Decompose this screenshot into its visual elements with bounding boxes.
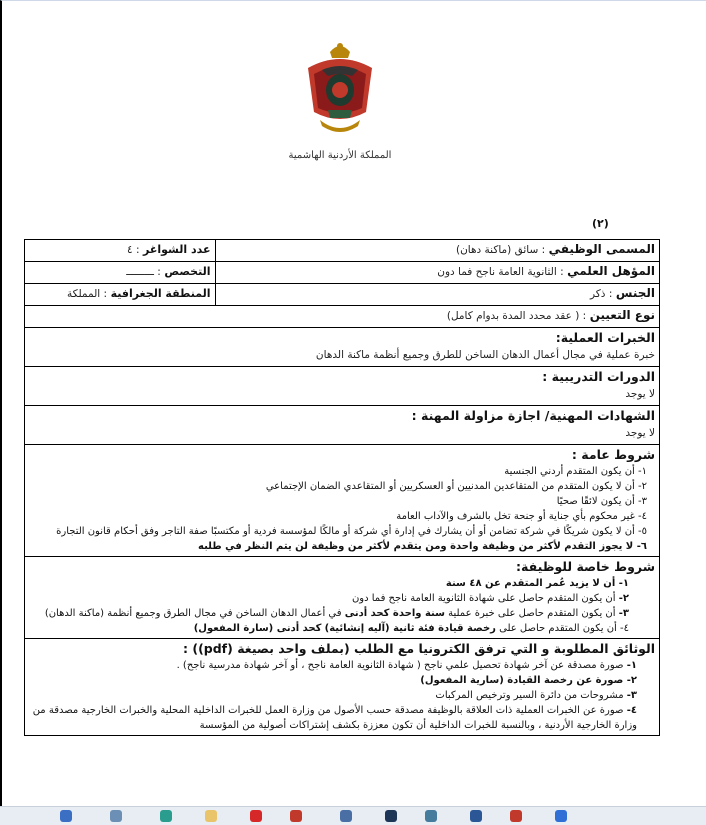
list-item [29, 688, 645, 703]
item-number: ٢- [626, 675, 637, 686]
list-item [29, 703, 645, 733]
row-documents [25, 639, 660, 736]
item-number: ١- [618, 578, 629, 589]
list-item [29, 591, 637, 606]
row-general-conditions [25, 445, 660, 557]
documents-title: الوثائق المطلوبة و التي ترفق الكترونيا مع الطلب (بملف واحد بصيغة (pdf)) : [183, 641, 655, 656]
job-description-table [24, 239, 660, 736]
general-conditions-list [29, 464, 655, 554]
item-text: مشروحات من دائرة السير وترخيص المركبات [435, 690, 624, 701]
app-icon[interactable] [60, 810, 72, 822]
job-title-value: : سائق (ماكنة دهان) [455, 244, 546, 256]
app-icon[interactable] [385, 810, 397, 822]
item-text: في أعمال الدهان الساخن في مجال الطرق وجميع أنظمة (ماكنة الدهان) [44, 608, 342, 619]
app-icon[interactable] [340, 810, 352, 822]
special-conditions-title: شروط خاصة للوظيفة: [516, 559, 655, 574]
list-item [29, 606, 637, 621]
app-icon[interactable] [425, 810, 437, 822]
qualification-value: : الثانوية العامة ناجح فما دون [437, 266, 564, 278]
experience-cell [25, 328, 660, 367]
experience-title: الخبرات العملية: [555, 330, 655, 345]
item-number: ٤- [626, 705, 637, 716]
taskbar [0, 806, 706, 825]
vacancies-cell [25, 240, 216, 262]
vacancies-label: عدد الشواغر [143, 243, 211, 256]
app-icon[interactable] [160, 810, 172, 822]
job-title-cell [215, 240, 660, 262]
qualification-cell [215, 262, 660, 284]
item-text: أن يكون المتقدم حاصل على خبرة عملية [448, 608, 616, 619]
certificates-text: لا يوجد [625, 427, 655, 439]
documents-cell [25, 639, 660, 736]
list-item [29, 576, 637, 591]
vacancies-value: : ٤ [127, 244, 140, 256]
training-cell [25, 367, 660, 406]
emblem-caption: المملكة الأردنية الهاشمية [288, 150, 392, 161]
pdf-icon[interactable] [510, 810, 522, 822]
row-special-conditions [25, 557, 660, 639]
experience-text: خبرة عملية في مجال أعمال الدهان الساخن للطرق وجميع أنظمة ماكنة الدهان [315, 349, 655, 361]
training-text: لا يوجد [625, 388, 655, 400]
list-item [29, 673, 645, 688]
row-experience [25, 328, 660, 367]
app-icon[interactable] [250, 810, 262, 822]
word-icon[interactable] [470, 810, 482, 822]
gender-cell [215, 284, 660, 306]
appointment-label: نوع التعيين [589, 308, 655, 322]
row-qualification [25, 262, 660, 284]
gender-value: : ذكر [590, 288, 613, 300]
appointment-cell [25, 306, 660, 328]
item-text: صورة عن رخصة القيادة (سارية المفعول) [420, 675, 624, 686]
item-number: ٢- [618, 593, 629, 604]
list-item: ٢- أن لا يكون المتقدم من المتقاعدين المدنيين أو العسكريين أو المتقاعدي الضمان الإجتماعي [265, 481, 647, 492]
region-value: : المملكة [67, 288, 108, 300]
row-training [25, 367, 660, 406]
item-text: أن يكون المتقدم حاصل على [499, 623, 617, 634]
list-item: ١- أن يكون المتقدم أردني الجنسية [504, 466, 647, 477]
item-number: ١- [626, 660, 637, 671]
special-conditions-list [29, 576, 655, 636]
certificates-cell [25, 406, 660, 445]
item-text: أن يكون المتقدم حاصل على شهادة الثانوية العامة ناجح فما دون [351, 593, 616, 604]
region-cell [25, 284, 216, 306]
row-appointment [25, 306, 660, 328]
app-icon[interactable] [555, 810, 567, 822]
special-conditions-cell [25, 557, 660, 639]
item-number: ٣- [626, 690, 637, 701]
row-title-vacancies [25, 240, 660, 262]
list-item: ٣- أن يكون لائقًا صحيًا [556, 496, 647, 507]
region-label: المنطقة الجغرافية [110, 287, 211, 300]
row-gender-region [25, 284, 660, 306]
page-number: (٢) [592, 217, 609, 230]
list-item: ٤- غير محكوم بأي جناية أو جنحة تخل بالشرف والآداب العامة [396, 511, 647, 522]
app-icon[interactable] [110, 810, 122, 822]
documents-list [29, 658, 655, 733]
item-text-bold: سنة واحدة كحد أدنى [344, 608, 445, 619]
specialization-value: : ـــــــــ [126, 266, 161, 278]
item-text: صورة عن الخبرات العملية ذات العلاقة بالوظيفة مصدقة حسب الأصول من وزارة العمل للخبرات الداخلية المحلية والخبرات الخارجية مصدقة من وزارة الخارجية الأردنية ، وبالنسبة للخبرات الداخلية أن تكون معززة بكشف إشتراكات أصولية من المؤسسة [32, 705, 637, 731]
browser-icon[interactable] [290, 810, 302, 822]
row-certificates [25, 406, 660, 445]
item-number: ٤- [620, 623, 629, 634]
item-text: صورة مصدقة عن آخر شهادة تحصيل علمي ناجح ( شهادة الثانوية العامة ناجح ، أو آخر شهادة مدرسية ناجح) . [176, 660, 624, 671]
item-text: أن لا يزيد عُمر المتقدم عن ٤٨ سنة [445, 578, 616, 589]
item-number: ٣- [618, 608, 629, 619]
training-title: الدورات التدريبية : [542, 369, 655, 384]
gender-label: الجنس [615, 286, 655, 300]
general-conditions-title: شروط عامة : [571, 447, 655, 462]
specialization-label: التخصص [164, 265, 211, 278]
job-title-label: المسمى الوظيفي [548, 242, 655, 256]
qualification-label: المؤهل العلمي [567, 264, 655, 278]
list-item: ٦- لا يجوز التقدم لأكثر من وظيفة واحدة ومن يتقدم لأكثر من وظيفة لن يتم النظر في طلبه [198, 541, 647, 552]
general-conditions-cell [25, 445, 660, 557]
item-text-bold: رخصة قيادة فئة ثانية (آليه إنشائية) [324, 623, 496, 634]
list-item: ٥- أن لا يكون شريكًا في شركة تضامن أو أن يشارك في إدارة أي شركة أو مالكًا لمؤسسة فردية أو مكتسبًا صفة التاجر وفق أحكام قانون التجارة [56, 526, 647, 537]
item-text-bold: كحد أدنى (سارة المفعول) [193, 623, 322, 634]
certificates-title: الشهادات المهنية/ اجازة مزاولة المهنة : [411, 408, 655, 423]
list-item [29, 658, 645, 673]
specialization-cell [25, 262, 216, 284]
list-item [29, 621, 637, 636]
folder-icon[interactable] [205, 810, 217, 822]
jordan-coat-of-arms-icon [300, 40, 380, 140]
appointment-value: : ( عقد محدد المدة بدوام كامل) [446, 310, 587, 322]
